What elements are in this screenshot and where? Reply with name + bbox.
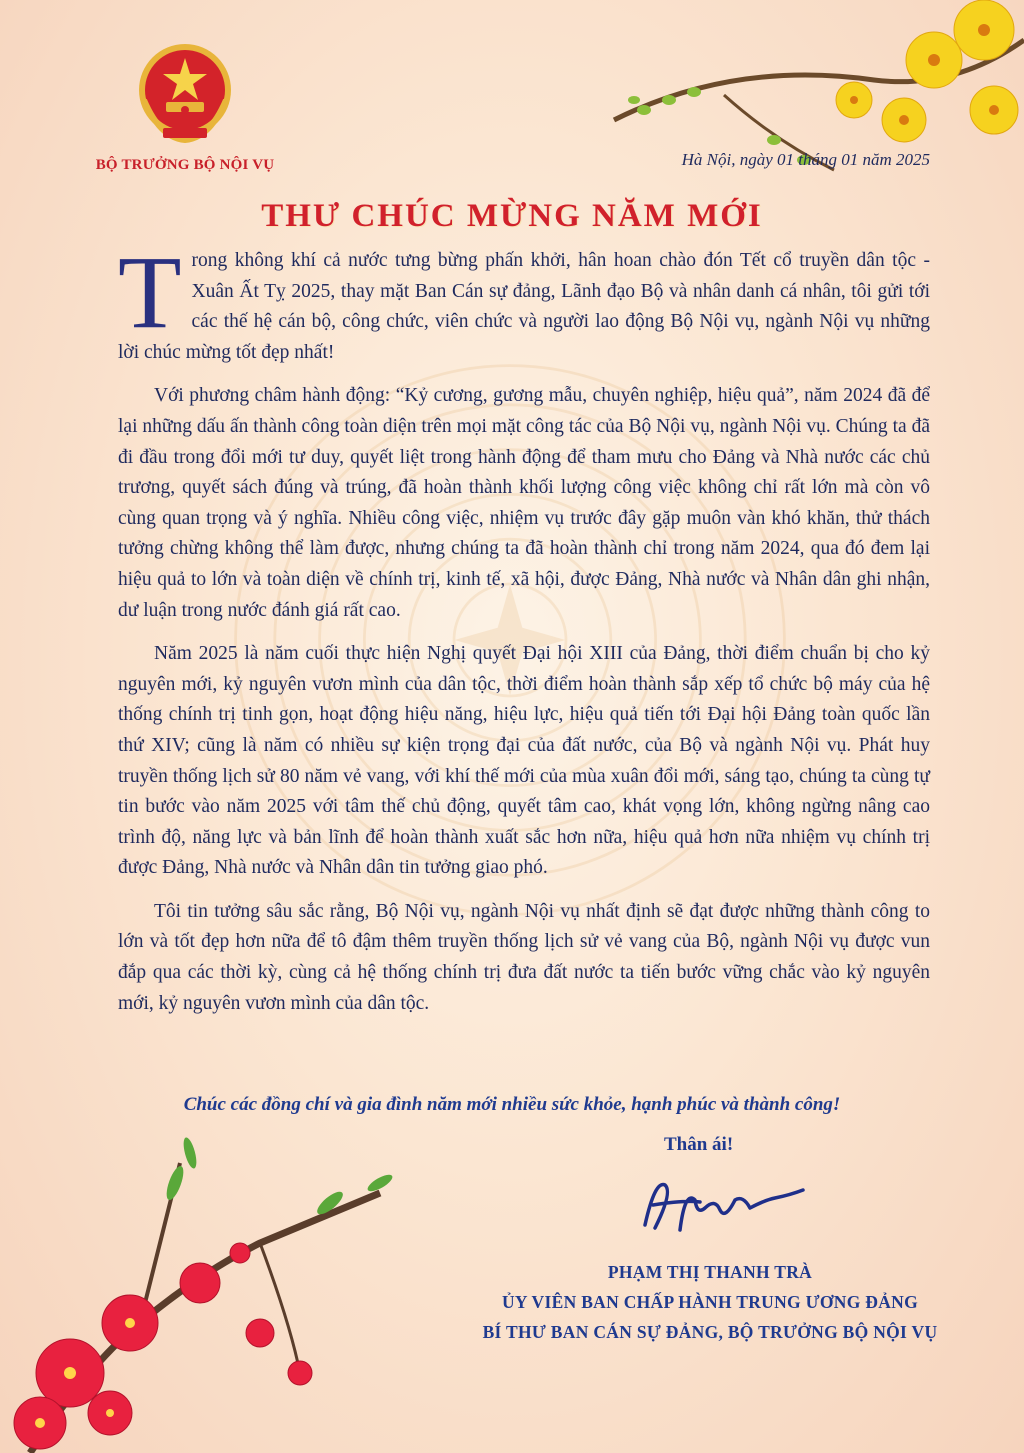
closing-wish: Chúc các đồng chí và gia đình năm mới nhiều sức khỏe, hạnh phúc và thành công! bbox=[183, 1094, 841, 1115]
paragraph-1 bbox=[118, 235, 930, 368]
signer-title-2: BÍ THƯ BAN CÁN SỰ ĐẢNG, BỘ TRƯỞNG BỘ NỘI VỤ bbox=[482, 1322, 938, 1342]
national-emblem-icon bbox=[130, 40, 240, 145]
paragraph-2: Với phương châm hành động: “Kỷ cương, gương mẫu, chuyên nghiệp, hiệu quả”, năm 2024 đã để lại những dấu ấn thành công toàn diện trên mọi mặt công tác của Bộ Nội vụ, ngành Nội vụ. Chúng ta đã đi đầu trong đổi mới tư duy, quyết liệt trong hành động để tham mưu cho Đảng và Nhà nước các chủ trương, quyết sách đúng và trúng, đã hoàn thành khối lượng công việc không chỉ rất lớn mà còn vô cùng quan trọng và ý nghĩa. Nhiều công việc, nhiệm vụ trước đây gặp muôn vàn khó khăn, thử thách tưởng chừng không thể làm được, nhưng chúng ta đã hoàn thành chỉ trong năm 2024, qua đó đem lại hiệu quả to lớn và toàn diện về chính trị, kinh tế, xã hội, được Đảng, Nhà nước và Nhân dân ghi nhận, dư luận trong nước đánh giá rất cao. bbox=[118, 385, 930, 621]
peach-blossom-icon bbox=[0, 1123, 420, 1453]
ministry-name: BỘ TRƯỞNG BỘ NỘI VỤ bbox=[95, 157, 275, 173]
paragraph-4: Tôi tin tưởng sâu sắc rằng, Bộ Nội vụ, ngành Nội vụ nhất định sẽ đạt được những thành công to lớn và tốt đẹp hơn nữa để tô đậm thêm truyền thống lịch sử vẻ vang của Bộ, ngành Nội vụ được vun đắp qua các thời kỳ, cùng cả hệ thống chính trị đưa đất nước ta tiến bước vững chắc vào kỷ nguyên mới, kỷ nguyên vươn mình của dân tộc. bbox=[118, 900, 930, 1014]
signature-icon bbox=[625, 1170, 815, 1240]
apricot-blossom-icon bbox=[574, 0, 1024, 230]
sign-off: Thân ái! bbox=[664, 1134, 734, 1155]
letter-body bbox=[118, 235, 930, 1032]
date-line: Hà Nội, ngày 01 tháng 01 năm 2025 bbox=[681, 150, 930, 169]
paragraph-3: Năm 2025 là năm cuối thực hiện Nghị quyết Đại hội XIII của Đảng, thời điểm chuẩn bị cho kỷ nguyên mới, kỷ nguyên vươn mình của dân tộc, thời điểm hoàn thành sắp xếp tổ chức bộ máy của hệ thống chính trị tinh gọn, hoạt động hiệu năng, hiệu lực, hiệu quả tiến tới Đại hội Đảng toàn quốc lần thứ XIV; cũng là năm có nhiều sự kiện trọng đại của đất nước, của Bộ và ngành Nội vụ. Phát huy truyền thống lịch sử 80 năm vẻ vang, với khí thế mới của mùa xuân đổi mới, sáng tạo, chúng ta cùng tự tin bước vào năm 2025 với tâm thế chủ động, quyết tâm cao, khát vọng lớn, không ngừng nâng cao trình độ, năng lực và bản lĩnh để hoàn thành xuất sắc hơn nữa, hiệu quả hơn nữa nhiệm vụ chính trị được Đảng, Nhà nước và Nhân dân tin tưởng giao phó. bbox=[118, 643, 930, 879]
drop-cap: T bbox=[118, 235, 182, 350]
signer-name: PHẠM THỊ THANH TRÀ bbox=[607, 1262, 813, 1282]
paragraph-1-text: rong không khí cả nước tưng bừng phấn khởi, hân hoan chào đón Tết cổ truyền dân tộc - Xuân Ất Tỵ 2025, thay mặt Ban Cán sự đảng, Lãnh đạo Bộ và nhân danh cá nhân, tôi gửi tới các thế hệ cán bộ, công chức, viên chức và người lao động Bộ Nội vụ, ngành Nội vụ những lời chúc mừng tốt đẹp nhất! bbox=[118, 250, 930, 363]
page-title: THƯ CHÚC MỪNG NĂM MỚI bbox=[261, 198, 763, 234]
signer-title-1: ỦY VIÊN BAN CHẤP HÀNH TRUNG ƯƠNG ĐẢNG bbox=[501, 1292, 919, 1312]
